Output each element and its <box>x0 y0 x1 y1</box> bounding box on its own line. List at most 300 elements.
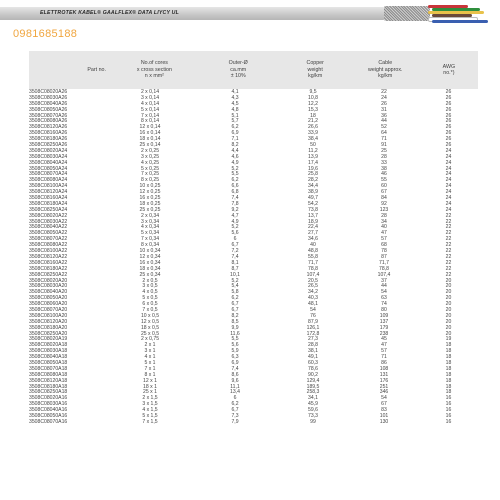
cores-cell: 4 x 0,34 <box>140 224 160 231</box>
copper-weight-cell: 59,6 <box>308 407 318 414</box>
outer-diameter-cell: 8,1 <box>231 259 239 266</box>
part-no-cell: 3508C08040A22 <box>29 224 68 231</box>
cable-weight-cell: 101 <box>379 412 389 419</box>
copper-weight-cell: 99 <box>310 418 316 425</box>
awg-cell: 26 <box>445 130 452 137</box>
copper-weight-cell: 73,3 <box>308 412 318 419</box>
outer-diameter-cell: 6 <box>233 395 237 402</box>
outer-diameter-cell: 6,2 <box>231 295 239 302</box>
part-no-cell: 3508C08070A16 <box>29 418 68 425</box>
part-no-cell: 3508C08020A16 <box>29 395 68 402</box>
cable-weight-cell: 31 <box>381 106 387 113</box>
cores-cell: 7 x 0,14 <box>140 112 160 119</box>
copper-weight-cell: 107,4 <box>306 271 320 278</box>
copper-weight-cell: 76 <box>310 312 316 319</box>
part-no-cell: 3508C08070A22 <box>29 236 68 243</box>
copper-weight-cell: 26,6 <box>308 124 318 131</box>
copper-weight-cell: 50 <box>310 142 316 149</box>
copper-weight-cell: 19,6 <box>308 165 318 172</box>
cable-weight-cell: 64 <box>381 130 387 137</box>
header-line: weight <box>307 66 323 73</box>
outer-diameter-cell: 6,9 <box>231 359 239 366</box>
cable-weight-cell: 28 <box>381 153 387 160</box>
cable-weight-cell: 84 <box>381 195 387 202</box>
cores-cell: 5 x 1 <box>144 359 156 366</box>
outer-diameter-cell: 6,7 <box>231 242 239 249</box>
header-line: Outer-Ø <box>228 60 248 67</box>
part-no-cell: 3508C08250A26 <box>29 142 68 149</box>
cable-weight-cell: 238 <box>379 330 389 337</box>
copper-weight-cell: 90,2 <box>308 371 318 378</box>
cable-weight-cell: 80 <box>381 306 387 313</box>
cores-cell: 7 x 1 <box>144 365 156 372</box>
cores-cell: 4 x 0,25 <box>140 159 160 166</box>
outer-diameter-cell: 4,8 <box>231 106 239 113</box>
cable-weight-cell: 123 <box>379 206 389 213</box>
header-line: ca.mm <box>230 66 247 73</box>
outer-diameter-cell: 5,5 <box>231 336 239 343</box>
awg-cell: 20 <box>445 277 452 284</box>
outer-diameter-cell: 5,4 <box>231 283 239 290</box>
awg-cell: 20 <box>445 301 452 308</box>
part-no-cell: 3508C08160A26 <box>29 130 68 137</box>
awg-cell: 24 <box>445 183 452 190</box>
copper-weight-cell: 45,9 <box>308 401 318 408</box>
awg-cell: 22 <box>445 271 452 278</box>
outer-diameter-cell: 6,2 <box>231 124 239 131</box>
awg-cell: 16 <box>445 412 452 419</box>
cable-weight-cell: 44 <box>381 283 387 290</box>
awg-cell: 24 <box>445 206 452 213</box>
cores-cell: 4 x 1,5 <box>142 407 158 414</box>
outer-diameter-cell: 5,8 <box>231 289 239 296</box>
part-no-cell: 3508C08040A16 <box>29 407 68 414</box>
copper-weight-cell: 78,6 <box>308 365 318 372</box>
cable-weight-cell: 54 <box>381 289 387 296</box>
part-no-cell: 3508C08070A20 <box>29 306 68 313</box>
outer-diameter-cell: 5,2 <box>231 165 239 172</box>
cores-cell: 3 x 0,14 <box>140 94 160 101</box>
outer-diameter-cell: 9,6 <box>231 377 239 384</box>
awg-cell: 26 <box>445 142 452 149</box>
copper-weight-cell: 18,9 <box>308 218 318 225</box>
copper-weight-cell: 38,1 <box>308 348 318 355</box>
outer-diameter-cell: 9,9 <box>231 324 239 331</box>
part-no-cell: 3508C08080A18 <box>29 371 68 378</box>
cores-cell: 7 x 0,34 <box>140 236 160 243</box>
copper-weight-cell: 48,1 <box>308 301 318 308</box>
copper-weight-cell: 48,8 <box>308 248 318 255</box>
cable-weight-cell: 68 <box>381 242 387 249</box>
part-no-cell: 3508C08050A24 <box>29 165 68 172</box>
awg-cell: 24 <box>445 147 452 154</box>
outer-diameter-cell: 6,6 <box>231 183 239 190</box>
cable-weight-cell: 28 <box>381 212 387 219</box>
cores-cell: 8 x 0,34 <box>140 242 160 249</box>
outer-diameter-cell: 6,8 <box>231 189 239 196</box>
header-line: AWG <box>442 63 456 70</box>
part-no-cell: 3508C08180A24 <box>29 200 68 207</box>
cable-weight-cell: 176 <box>379 377 389 384</box>
cores-cell: 4 x 0,14 <box>140 100 160 107</box>
outer-diameter-cell: 7,8 <box>231 200 239 207</box>
awg-cell: 18 <box>445 383 452 390</box>
awg-cell: 16 <box>445 418 452 425</box>
part-no-cell: 3508C08120A18 <box>29 377 68 384</box>
cable-banner-image <box>0 0 500 26</box>
cores-cell: 25 x 0,14 <box>139 142 161 149</box>
copper-weight-cell: 40 <box>310 242 316 249</box>
table-header <box>29 51 478 89</box>
cores-cell: 25 x 0,34 <box>139 271 161 278</box>
cable-weight-cell: 38 <box>381 165 387 172</box>
part-no-cell: 3508C08050A22 <box>29 230 68 237</box>
part-no-cell: 3508C08020A22 <box>29 212 68 219</box>
outer-diameter-cell: 4,9 <box>231 159 239 166</box>
cable-weight-cell: 57 <box>381 348 387 355</box>
part-no-cell: 3508C08100A22 <box>29 248 68 255</box>
copper-weight-cell: 129,4 <box>306 377 320 384</box>
awg-cell: 22 <box>445 224 452 231</box>
cores-cell: 3 x 1,5 <box>142 401 158 408</box>
part-no-cell: 3508C08030A18 <box>29 348 68 355</box>
copper-weight-cell: 34,2 <box>308 289 318 296</box>
cable-shield-braid <box>384 6 430 21</box>
cores-cell: 2 x 0,25 <box>140 147 160 154</box>
outer-diameter-cell: 6,7 <box>231 301 239 308</box>
cable-weight-cell: 108 <box>379 365 389 372</box>
copper-weight-cell: 49,1 <box>308 354 318 361</box>
part-no-cell: 3508C08120A20 <box>29 318 68 325</box>
part-no-cell: 3508C08040A24 <box>29 159 68 166</box>
awg-cell: 22 <box>445 212 452 219</box>
cores-cell: 5 x 0,5 <box>142 295 158 302</box>
awg-cell: 26 <box>445 124 452 131</box>
cores-cell: 10 x 0,25 <box>139 183 161 190</box>
part-no-cell: 3508C08180A22 <box>29 265 68 272</box>
outer-diameter-cell: 8,6 <box>231 371 239 378</box>
cores-cell: 7 x 0,5 <box>142 306 158 313</box>
cable-weight-cell: 109 <box>379 312 389 319</box>
awg-cell: 22 <box>445 265 452 272</box>
copper-weight-cell: 21,2 <box>308 118 318 125</box>
awg-cell: 20 <box>445 289 452 296</box>
copper-weight-cell: 87,9 <box>308 318 318 325</box>
cores-cell: 12 x 0,34 <box>139 253 161 260</box>
awg-cell: 24 <box>445 153 452 160</box>
cable-weight-cell: 67 <box>381 189 387 196</box>
awg-cell: 24 <box>445 159 452 166</box>
cores-cell: 25 x 1 <box>143 389 157 396</box>
phone-watermark: 0981685188 <box>13 28 78 40</box>
cores-cell: 5 x 0,34 <box>140 230 160 237</box>
cable-weight-cell: 26 <box>381 100 387 107</box>
awg-cell: 16 <box>445 401 452 408</box>
part-no-cell: 3508C08020A18 <box>29 342 68 349</box>
header-line: x cross section <box>136 66 172 73</box>
awg-cell: 20 <box>445 330 452 337</box>
copper-weight-cell: 9,5 <box>309 89 317 95</box>
copper-weight-cell: 27,3 <box>308 336 318 343</box>
awg-cell: 24 <box>445 171 452 178</box>
part-no-cell: 3508C08120A24 <box>29 189 68 196</box>
cores-cell: 12 x 0,14 <box>139 124 161 131</box>
outer-diameter-cell: 5,2 <box>231 277 239 284</box>
cable-weight-cell: 57 <box>381 236 387 243</box>
outer-diameter-cell: 11,1 <box>230 383 240 390</box>
cable-weight-cell: 67 <box>381 401 387 408</box>
cable-weight-cell: 251 <box>379 383 389 390</box>
awg-cell: 18 <box>445 359 452 366</box>
awg-cell: 22 <box>445 230 452 237</box>
cable-weight-cell: 22 <box>381 89 387 95</box>
outer-diameter-cell: 5,2 <box>231 224 239 231</box>
copper-weight-cell: 78,8 <box>308 265 318 272</box>
awg-cell: 20 <box>445 318 452 325</box>
awg-cell: 18 <box>445 377 452 384</box>
cable-weight-cell: 107,4 <box>377 271 391 278</box>
outer-diameter-cell: 6 <box>233 236 237 243</box>
cores-cell: 18 x 1 <box>143 383 157 390</box>
header-part-no <box>29 51 112 89</box>
outer-diameter-cell: 6,3 <box>231 354 239 361</box>
awg-cell: 24 <box>445 165 452 172</box>
part-no-cell: 3508C08070A26 <box>29 112 68 119</box>
cable-weight-cell: 346 <box>379 389 389 396</box>
copper-weight-cell: 54 <box>310 306 316 313</box>
part-no-cell: 3508C08050A26 <box>29 106 68 113</box>
copper-weight-cell: 28,2 <box>308 177 318 184</box>
outer-diameter-cell: 8,7 <box>231 265 239 272</box>
cores-cell: 16 x 0,25 <box>139 195 161 202</box>
part-no-cell: 3508C08250A18 <box>29 389 68 396</box>
cores-cell: 12 x 0,25 <box>139 189 161 196</box>
cores-cell: 2 x 1,5 <box>142 395 158 402</box>
outer-diameter-cell: 4,3 <box>231 94 239 101</box>
header-cable-weight <box>351 51 420 89</box>
part-no-cell: 3508C08160A22 <box>29 259 68 266</box>
outer-diameter-cell: 4,9 <box>231 218 239 225</box>
awg-cell: 24 <box>445 177 452 184</box>
awg-cell: 18 <box>445 354 452 361</box>
cable-weight-cell: 36 <box>381 112 387 119</box>
awg-cell: 22 <box>445 236 452 243</box>
header-line: Copper <box>306 60 324 67</box>
table-body <box>29 90 478 426</box>
cores-cell: 18 x 0,34 <box>139 265 161 272</box>
header-line: ± 10% <box>230 73 246 80</box>
part-no-cell: 3508C08180A18 <box>29 383 68 390</box>
cores-cell: 18 x 0,14 <box>139 136 161 143</box>
part-no-cell: 3508C08080A26 <box>29 118 68 125</box>
cores-cell: 2 x 0,5 <box>142 277 158 284</box>
part-no-cell: 3508C08070A24 <box>29 171 68 178</box>
cable-weight-cell: 78 <box>381 248 387 255</box>
copper-weight-cell: 38,4 <box>308 136 318 143</box>
cores-cell: 25 x 0,25 <box>139 206 161 213</box>
part-no-cell: 3508C08030A22 <box>29 218 68 225</box>
cable-print-text: ELETTROTEK KABEL® GAALFLEX® DATA LIYCY UL <box>40 10 179 16</box>
header-line: weight approx. <box>368 66 403 73</box>
cable-weight-cell: 25 <box>381 147 387 154</box>
outer-diameter-cell: 4,4 <box>231 147 239 154</box>
cores-cell: 2 x 0,34 <box>140 212 160 219</box>
awg-cell: 26 <box>445 136 452 143</box>
copper-weight-cell: 28,8 <box>308 342 318 349</box>
cable-weight-cell: 137 <box>379 318 389 325</box>
cable-weight-cell: 71 <box>381 136 387 143</box>
cable-weight-cell: 52 <box>381 124 387 131</box>
cores-cell: 6 x 0,5 <box>142 301 158 308</box>
outer-diameter-cell: 7,4 <box>231 253 239 260</box>
cable-weight-cell: 71 <box>381 354 387 361</box>
copper-weight-cell: 13,7 <box>308 212 318 219</box>
part-no-cell: 3508C08040A20 <box>29 289 68 296</box>
outer-diameter-cell: 5,5 <box>231 171 239 178</box>
cable-weight-cell: 92 <box>381 200 387 207</box>
part-no-cell: 3508C08050A20 <box>29 295 68 302</box>
outer-diameter-cell: 6,7 <box>231 407 239 414</box>
awg-cell: 18 <box>445 342 452 349</box>
copper-weight-cell: 38,9 <box>308 189 318 196</box>
part-no-cell: 3508C08030A26 <box>29 94 68 101</box>
outer-diameter-cell: 5,1 <box>231 112 239 119</box>
copper-weight-cell: 17,4 <box>308 159 318 166</box>
part-no-cell: 3508C08040A26 <box>29 100 68 107</box>
part-no-cell: 3508C08030A16 <box>29 401 68 408</box>
copper-weight-cell: 55,8 <box>308 253 318 260</box>
awg-cell: 26 <box>445 94 452 101</box>
outer-diameter-cell: 4,5 <box>231 100 239 107</box>
header-line: No.of cores <box>140 60 168 67</box>
copper-weight-cell: 10,8 <box>308 94 318 101</box>
cores-cell: 8 x 1 <box>144 371 156 378</box>
copper-weight-cell: 71,7 <box>308 259 318 266</box>
cable-weight-cell: 83 <box>381 407 387 414</box>
copper-weight-cell: 54,2 <box>308 200 318 207</box>
part-no-cell: 3508C08050A18 <box>29 359 68 366</box>
cores-cell: 3 x 0,34 <box>140 218 160 225</box>
cable-weight-cell: 55 <box>381 177 387 184</box>
header-copper-weight <box>280 51 351 89</box>
cores-cell: 2 x 0,14 <box>140 89 160 95</box>
cores-cell: 12 x 1 <box>143 377 157 384</box>
awg-cell: 20 <box>445 295 452 302</box>
part-no-cell: 3508C08020A20 <box>29 277 68 284</box>
copper-weight-cell: 25,8 <box>308 171 318 178</box>
awg-cell: 20 <box>445 306 452 313</box>
awg-cell: 22 <box>445 253 452 260</box>
outer-diameter-cell: 6,9 <box>231 130 239 137</box>
copper-weight-cell: 40,3 <box>308 295 318 302</box>
outer-diameter-cell: 8,5 <box>231 318 239 325</box>
awg-cell: 18 <box>445 348 452 355</box>
cores-cell: 2 x 0,75 <box>140 336 160 343</box>
awg-cell: 24 <box>445 200 452 207</box>
part-no-cell: 3508C08100A20 <box>29 312 68 319</box>
copper-weight-cell: 73,8 <box>308 206 318 213</box>
cores-cell: 7 x 1,5 <box>142 418 158 425</box>
cable-weight-cell: 130 <box>379 418 389 425</box>
outer-diameter-cell: 8,2 <box>231 142 239 149</box>
outer-diameter-cell: 5,7 <box>231 118 239 125</box>
awg-cell: 26 <box>445 118 452 125</box>
part-no-cell: 3508C08080A24 <box>29 177 68 184</box>
product-table <box>29 51 478 426</box>
cable-weight-cell: 37 <box>381 277 387 284</box>
outer-diameter-cell: 8,2 <box>231 312 239 319</box>
awg-cell: 22 <box>445 248 452 255</box>
outer-diameter-cell: 6,2 <box>231 177 239 184</box>
cable-weight-cell: 54 <box>381 395 387 402</box>
awg-cell: 24 <box>445 189 452 196</box>
awg-cell: 26 <box>445 112 452 119</box>
awg-cell: 16 <box>445 407 452 414</box>
awg-cell: 20 <box>445 312 452 319</box>
header-awg <box>420 51 478 89</box>
copper-weight-cell: 172,8 <box>306 330 320 337</box>
outer-diameter-cell: 4,6 <box>231 153 239 160</box>
cable-weight-cell: 71,7 <box>379 259 389 266</box>
cores-cell: 18 x 0,5 <box>140 324 160 331</box>
copper-weight-cell: 49,7 <box>308 195 318 202</box>
part-no-cell: 3508C08120A22 <box>29 253 68 260</box>
part-no-cell: 3508C08030A24 <box>29 153 68 160</box>
cores-cell: 16 x 0,14 <box>139 130 161 137</box>
cable-weight-cell: 179 <box>379 324 389 331</box>
cores-cell: 3 x 0,5 <box>142 283 158 290</box>
part-no-cell: 3508C08070A18 <box>29 365 68 372</box>
outer-diameter-cell: 7,2 <box>231 248 239 255</box>
part-no-cell: 3508C08100A24 <box>29 183 68 190</box>
copper-weight-cell: 26,5 <box>308 283 318 290</box>
header-cores <box>112 51 197 89</box>
cores-cell: 16 x 0,34 <box>139 259 161 266</box>
outer-diameter-cell: 7,4 <box>231 365 239 372</box>
awg-cell: 18 <box>445 389 452 396</box>
cable-weight-cell: 63 <box>381 295 387 302</box>
cable-weight-cell: 24 <box>381 94 387 101</box>
outer-diameter-cell: 7,4 <box>231 195 239 202</box>
awg-cell: 26 <box>445 100 452 107</box>
outer-diameter-cell: 5,6 <box>231 342 239 349</box>
copper-weight-cell: 13,9 <box>308 153 318 160</box>
cable-weight-cell: 86 <box>381 359 387 366</box>
copper-weight-cell: 34,4 <box>308 183 318 190</box>
copper-weight-cell: 12,2 <box>308 100 318 107</box>
cable-weight-cell: 34 <box>381 218 387 225</box>
cable-weight-cell: 78,8 <box>379 265 389 272</box>
awg-cell: 18 <box>445 365 452 372</box>
copper-weight-cell: 15,3 <box>308 106 318 113</box>
cores-cell: 18 x 0,25 <box>139 200 161 207</box>
cable-weight-cell: 87 <box>381 253 387 260</box>
part-no-cell: 3508C08060A20 <box>29 301 68 308</box>
outer-diameter-cell: 13,4 <box>230 389 240 396</box>
header-line: Part no. <box>87 66 106 73</box>
copper-weight-cell: 11,2 <box>308 147 318 154</box>
outer-diameter-cell: 5,6 <box>231 230 239 237</box>
outer-diameter-cell: 6,2 <box>231 401 239 408</box>
part-no-cell: 3508C08180A26 <box>29 136 68 143</box>
part-no-cell: 3508C08020A19 <box>29 336 68 343</box>
copper-weight-cell: 258,3 <box>306 389 320 396</box>
copper-weight-cell: 33,9 <box>308 130 318 137</box>
copper-weight-cell: 27,7 <box>308 230 318 237</box>
awg-cell: 18 <box>445 371 452 378</box>
header-line: Cable <box>378 60 393 67</box>
cores-cell: 25 x 0,5 <box>140 330 160 337</box>
